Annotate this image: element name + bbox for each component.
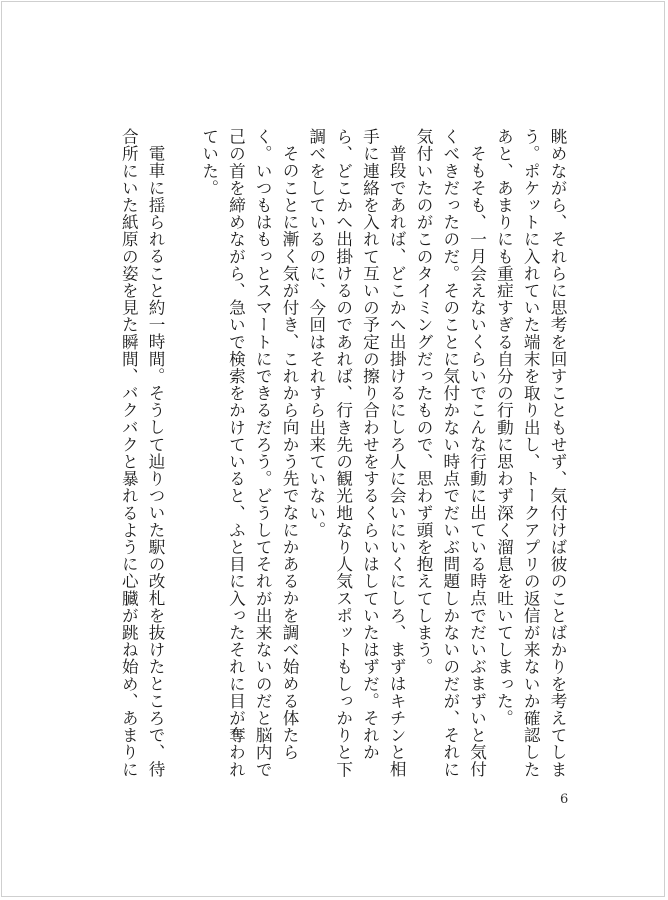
paragraph-3: 普段であれば、どこかへ出掛けるにしろ人に会いにいくにしろ、まずはキチンと相手に連絡を入れて互いの予定の擦り合わせをするくらいはしていたはずだ。それから、どこかへ出掛けるのであれば、行き先の観光地なり人気スポットもしっかりと下調べをしているのに、今回はそれすら出来ていない。: [306, 128, 407, 778]
paragraph-4: そのことに漸く気が付き、これから向かう先でなにかあるかを調べ始める体たらく。いつもはもっとスマートにできるだろう。どうしてそれが出来ないのだと脳内で己の首を締めながら、急いで検索をかけていると、ふと目に入ったそれに目が奪われていた。: [199, 128, 300, 778]
paragraph-2: そもそも、一月会えないくらいでこんな行動に出ている時点でだいぶまずいと気付くべきだったのだ。そのことに気付かない時点でだいぶ問題しかないのだが、それに気付いたのがこのタイミングだったもので、思わず頭を抱えてしまう。: [414, 128, 487, 778]
page-number: 6: [560, 792, 569, 807]
paragraph-5: 電車に揺られること約一時間。そうして辿りついた駅の改札を抜けたところで、待合所にいた紙原の姿を見た瞬間、バクバクと暴れるように心臓が跳ね始め、あまりに: [119, 128, 166, 778]
novel-body-text: [114, 128, 570, 788]
section-break: [168, 128, 195, 788]
paragraph-1: 眺めながら、それらに思考を回すこともせず、気付けば彼のことばかりを考えてしまう。ポケットに入れていた端末を取り出し、トークアプリの返信が来ないか確認したあと、あまりにも重症すぎる自分の行動に思わず深く溜息を吐いてしまった。: [494, 128, 567, 778]
